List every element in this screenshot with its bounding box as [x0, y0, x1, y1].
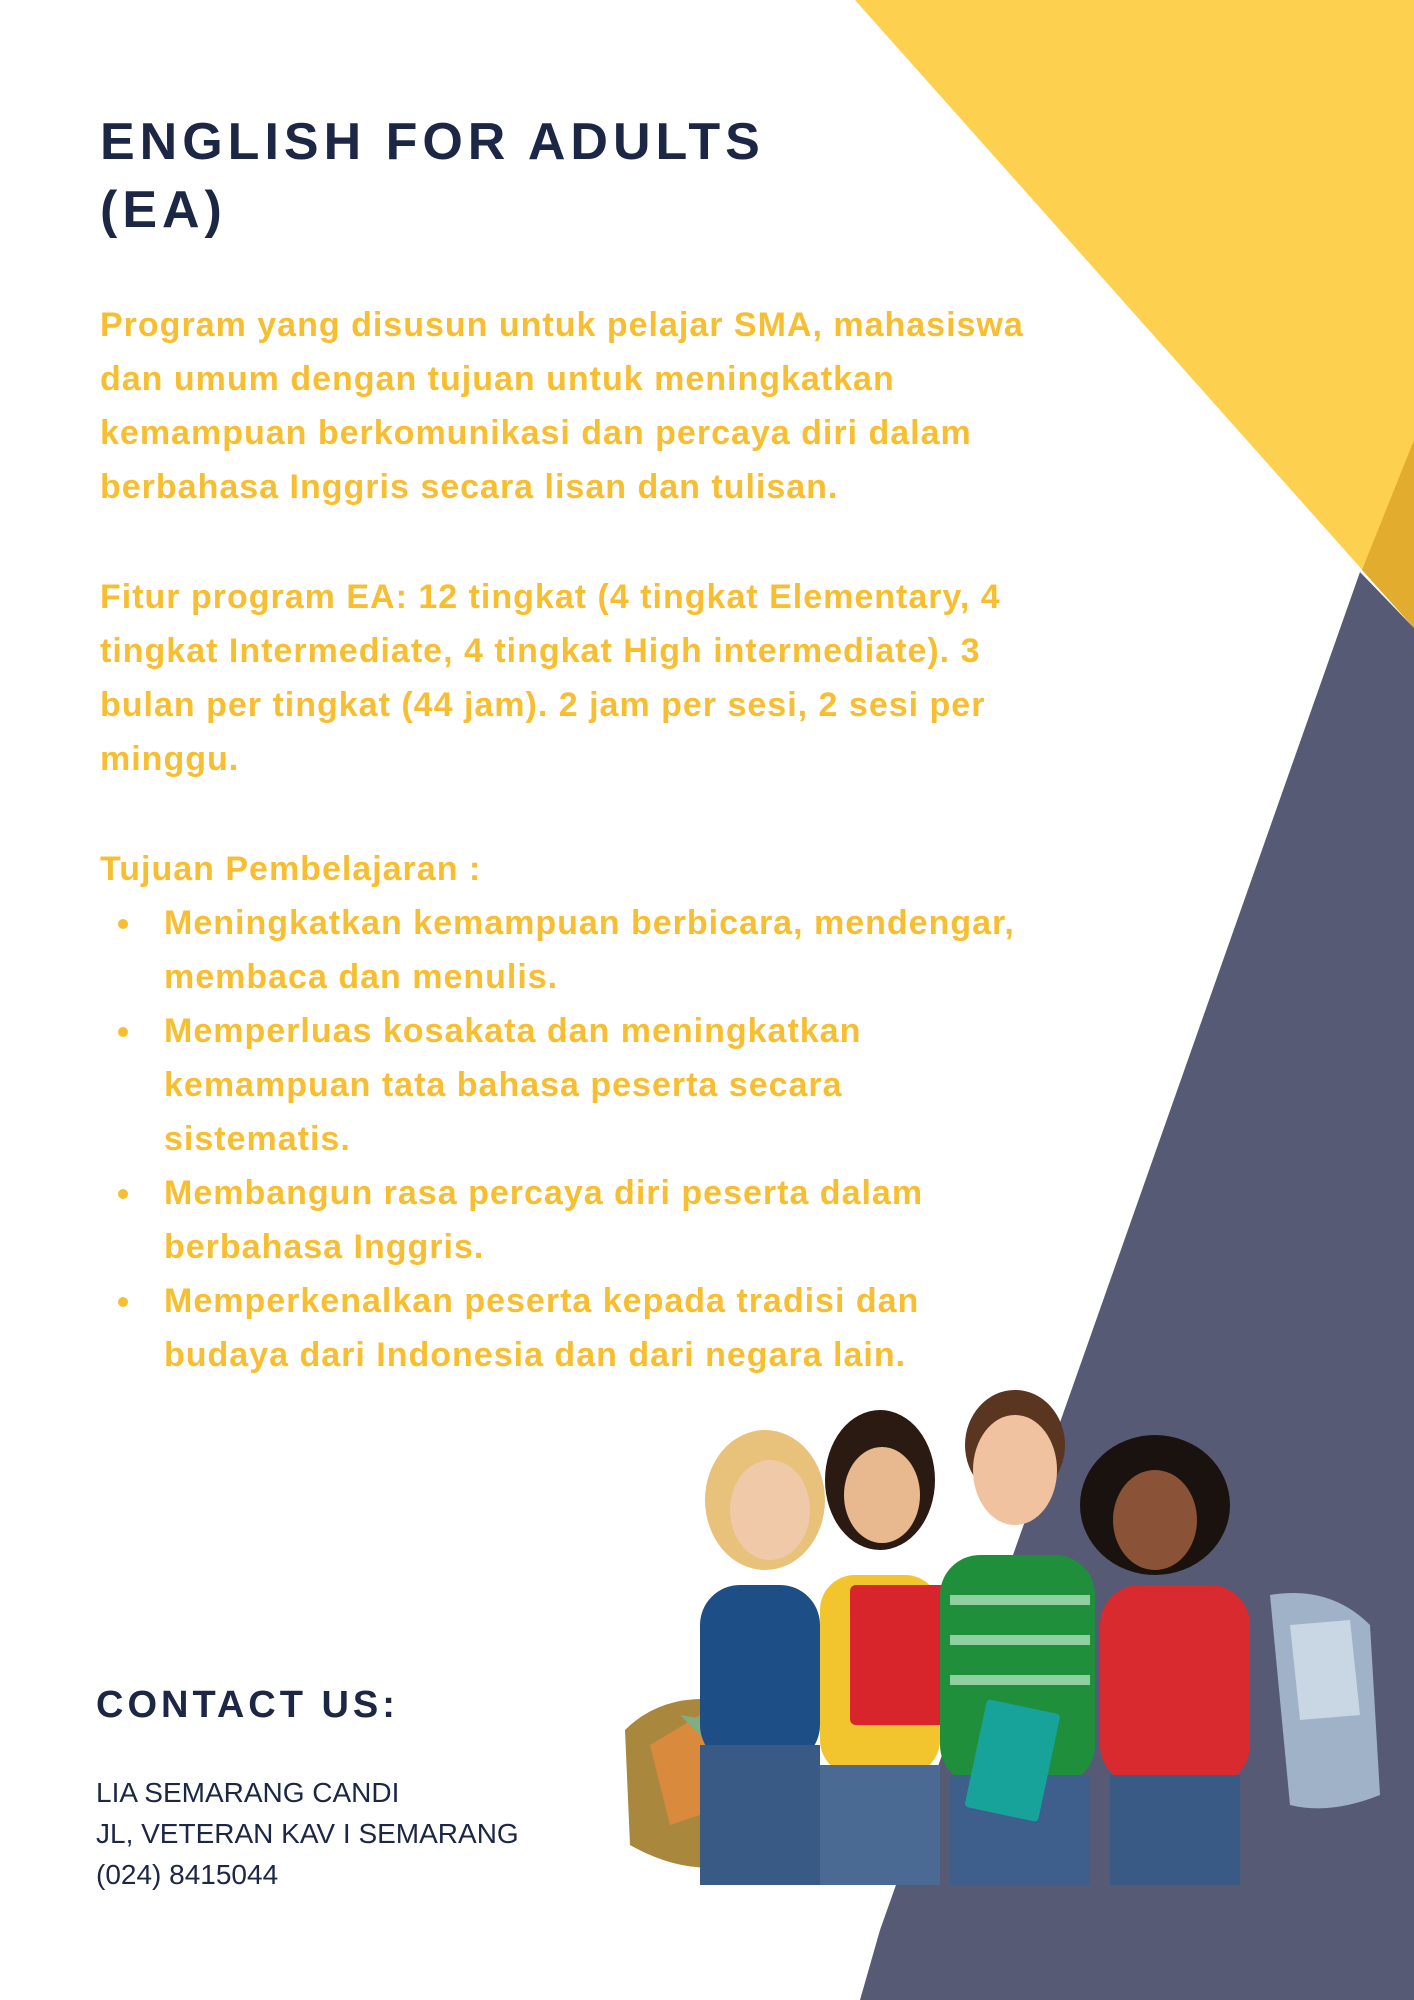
- bullet-icon: [118, 1027, 128, 1037]
- bullet-icon: [118, 919, 128, 929]
- program-features: Fitur program EA: 12 tingkat (4 tingkat Elementary, 4 tingkat Intermediate, 4 tingkat High intermediate). 3 bulan per tingkat (44 jam). 2 jam per sesi, 2 sesi per minggu.: [100, 578, 1001, 778]
- students-photo: [610, 1385, 1410, 1890]
- contact-info: [96, 1772, 519, 1895]
- goals-heading: Tujuan Pembelajaran :: [100, 850, 482, 888]
- goal-text: Memperluas kosakata dan meningkatkan kemampuan tata bahasa peserta secara sistematis.: [164, 1012, 862, 1158]
- list-item: [100, 1274, 1030, 1382]
- bullet-icon: [118, 1297, 128, 1307]
- program-description: Program yang disusun untuk pelajar SMA, mahasiswa dan umum dengan tujuan untuk meningkatkan kemampuan berkomunikasi dan percaya diri dalam berbahasa Inggris secara lisan dan tulisan.: [100, 306, 1024, 506]
- contact-phone: (024) 8415044: [96, 1859, 279, 1890]
- goal-text: Memperkenalkan peserta kepada tradisi dan budaya dari Indonesia dan dari negara lain.: [164, 1282, 920, 1374]
- list-item: [100, 1004, 1030, 1166]
- goal-text: Membangun rasa percaya diri peserta dalam berbahasa Inggris.: [164, 1174, 924, 1266]
- contact-address: JL, VETERAN KAV I SEMARANG: [96, 1818, 519, 1849]
- goals-list: [100, 896, 1030, 1382]
- bullet-icon: [118, 1189, 128, 1199]
- goal-text: Meningkatkan kemampuan berbicara, mendengar, membaca dan menulis.: [164, 904, 1015, 996]
- contact-heading: CONTACT US:: [96, 1684, 399, 1726]
- contact-name: LIA SEMARANG CANDI: [96, 1777, 400, 1808]
- page-title: ENGLISH FOR ADULTS (EA): [100, 113, 765, 239]
- red-book: [850, 1585, 950, 1725]
- list-item: [100, 896, 1030, 1004]
- list-item: [100, 1166, 1030, 1274]
